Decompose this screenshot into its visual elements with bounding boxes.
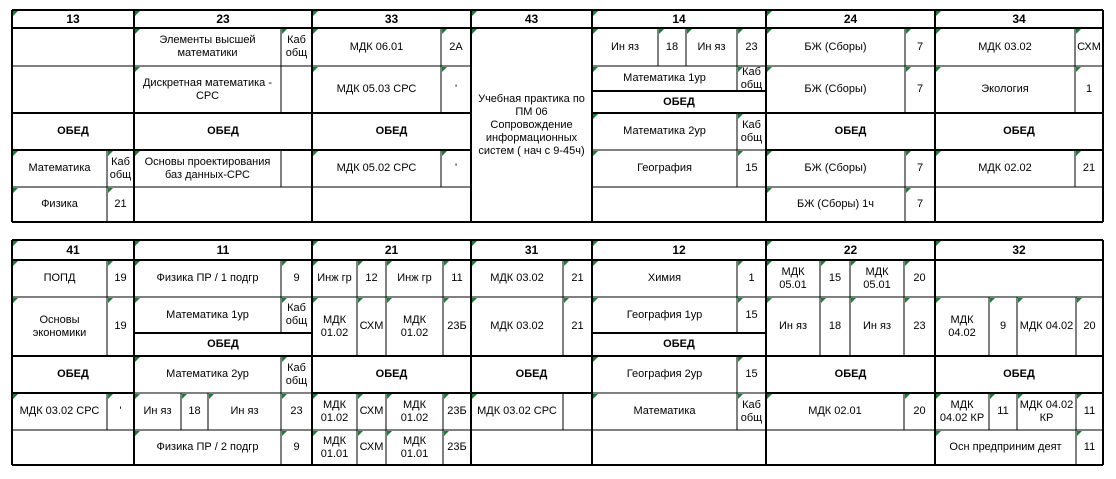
lunch-label[interactable] [12,356,134,393]
cell-text: МДК 05.01 [779,265,807,291]
lesson-room[interactable] [737,393,766,430]
lesson-subject[interactable] [686,28,737,66]
group-header-43[interactable] [471,10,592,28]
lesson-room[interactable] [658,28,686,66]
cell-text: Инж гр [397,272,432,284]
lesson-subject[interactable] [935,66,1075,113]
cell-text: МДК 02.01 [808,405,862,417]
cell-text: 13 [66,11,80,26]
lesson-subject[interactable] [766,187,905,222]
lesson-room[interactable] [1075,150,1103,187]
group-header-41[interactable] [12,240,134,260]
cell-text: 15 [745,368,758,380]
cell-text: ОБЕД [834,125,867,137]
cell-text: Ин яз [697,40,726,53]
lesson-subject[interactable] [471,297,563,356]
lesson-room[interactable] [281,260,312,297]
cell-text: Математика [28,162,91,174]
empty-cell[interactable] [12,66,134,113]
lunch-label[interactable] [766,113,935,150]
empty-cell[interactable] [935,260,1103,297]
lesson-room[interactable] [1076,297,1103,356]
cell-text: 7 [916,162,924,174]
cell-text: Ин яз [143,405,172,417]
cell-text: Каб общ [740,118,763,144]
cell-text: Инж гр [317,272,352,284]
lesson-room[interactable] [441,28,471,66]
cell-text: Ин яз [610,40,640,53]
lesson-subject[interactable] [766,150,905,187]
cell-text: 7 [916,198,924,210]
lesson-room[interactable] [905,150,935,187]
cell-text: Физика [41,198,78,210]
lesson-room[interactable] [357,297,386,356]
empty-cell[interactable] [592,187,766,222]
group-header-11[interactable] [134,240,312,260]
lunch-label[interactable] [12,113,134,150]
cell-text: 11 [451,272,463,284]
cell-text: 21 [571,272,584,284]
cell-text: 33 [384,11,399,26]
cell-text: Основы проектирования баз данных-СРС [144,155,271,181]
lunch-label[interactable] [471,356,592,393]
lesson-subject[interactable] [312,260,357,297]
group-header-14[interactable] [592,10,766,28]
lesson-subject[interactable] [592,297,737,333]
cell-text: Математика 1ур [166,308,249,321]
lesson-subject[interactable] [766,260,820,297]
cell-text: ОБЕД [663,95,695,108]
lunch-label[interactable] [935,356,1103,393]
lesson-subject[interactable] [312,28,441,66]
cell-text: МДК 04.02 [948,313,976,339]
cell-text: 14 [672,11,686,26]
cell-text: 7 [916,83,924,95]
empty-cell[interactable] [134,187,312,222]
cell-text: СХМ [359,441,384,453]
cell-text: ОБЕД [1003,368,1035,380]
cell-text: 18 [188,405,201,417]
lesson-subject[interactable] [12,260,107,297]
lesson-subject[interactable] [935,393,989,430]
lesson-subject[interactable] [935,150,1075,187]
cell-text: СХМ [1077,40,1101,53]
group-header-22[interactable] [766,240,935,260]
cell-text: География 2ур [626,368,703,380]
lunch-label[interactable] [935,113,1103,150]
lesson-subject[interactable] [1017,393,1076,430]
lesson-room[interactable] [905,28,935,66]
cell-text: 1 [748,272,755,284]
lesson-room[interactable] [563,260,592,297]
cell-text: Ин яз [862,320,892,332]
cell-text: Математика 2ур [623,125,706,137]
cell-text: МДК 03.02 [978,40,1032,53]
cell-text: ОБЕД [375,368,408,380]
lesson-subject[interactable] [312,150,441,187]
cell-text: БЖ (Сборы) [804,162,867,174]
cell-text: МДК 01.02 [320,398,349,424]
cell-text: МДК 04.02 КР [939,398,985,424]
cell-text: 32 [1012,242,1026,257]
empty-cell[interactable] [563,393,592,430]
cell-text: МДК 04.02 КР [1019,398,1074,424]
cell-text: Элементы высшей математики [159,34,256,59]
lesson-room[interactable] [443,430,471,465]
practice-note[interactable] [471,28,592,222]
cell-text: Дискретная математика - СРС [142,76,272,102]
lesson-room[interactable] [737,150,766,187]
lesson-subject[interactable] [12,150,107,187]
cell-text: Химия [647,272,682,284]
lesson-subject[interactable] [312,297,357,356]
cell-text: 9 [293,441,300,453]
cell-text: МДК 05.02 СРС [336,162,417,174]
cell-text: 41 [66,242,80,257]
cell-text: 18 [665,40,679,53]
cell-text: МДК 05.01 [863,265,891,291]
cell-text: Каб общ [109,155,132,181]
cell-text: ОБЕД [207,125,239,137]
cell-text: 12 [672,242,686,257]
lesson-room[interactable] [443,297,471,356]
lesson-room[interactable] [357,260,386,297]
cell-text: Основы экономики [32,313,87,339]
cell-text: Экология [981,83,1029,95]
lesson-subject[interactable] [386,430,443,465]
lesson-room[interactable] [281,28,312,66]
cell-text: СХМ [359,405,384,417]
lesson-room[interactable] [107,150,134,187]
lunch-label[interactable] [592,91,766,113]
cell-text: Каб общ [285,361,308,387]
lesson-subject[interactable] [12,187,107,222]
lesson-room[interactable] [904,297,935,356]
cell-text: 19 [114,320,127,332]
cell-text: 23Б [447,405,467,417]
lesson-room[interactable] [441,150,471,187]
group-header-24[interactable] [766,10,935,28]
lesson-room[interactable] [441,66,471,113]
cell-text: 19 [114,272,127,284]
lesson-room[interactable] [563,297,592,356]
cell-text: МДК 03.02 СРС [477,405,557,417]
cell-text: 20 [913,272,926,284]
cell-text: БЖ (Сборы) [804,40,867,53]
cell-text: 9 [293,272,300,284]
lesson-room[interactable] [443,393,471,430]
cell-text: 23 [913,320,926,332]
cell-text: МДК 01.01 [320,434,349,460]
lesson-subject[interactable] [386,393,443,430]
cell-text: 11 [997,405,1009,417]
cell-text: ОБЕД [834,368,867,380]
cell-text: МДК 01.02 [400,398,429,424]
cell-text: Ин яз [778,320,808,332]
cell-text: МДК 02.02 [978,162,1032,174]
cell-text: ОБЕД [663,338,695,350]
empty-cell[interactable] [312,187,471,222]
cell-text: ПОПД [43,272,76,284]
lesson-room[interactable] [737,356,766,393]
cell-text: МДК 03.02 [490,272,544,284]
cell-text: 7 [916,40,924,53]
lesson-room[interactable] [1076,430,1103,465]
empty-cell[interactable] [471,430,592,465]
cell-text: 43 [524,11,539,26]
lesson-subject[interactable] [935,28,1075,66]
cell-text: Математика [633,405,696,417]
lesson-subject[interactable] [592,393,737,430]
lesson-room[interactable] [281,297,312,333]
lesson-subject[interactable] [592,28,658,66]
lesson-subject[interactable] [471,393,563,430]
lesson-room[interactable] [107,187,134,222]
cell-text: ' [454,162,458,174]
cell-text: 21 [114,198,127,210]
cell-text: 22 [843,242,858,257]
lesson-subject[interactable] [134,66,281,113]
lesson-room[interactable] [989,393,1017,430]
lesson-room[interactable] [905,187,935,222]
lesson-subject[interactable] [134,28,281,66]
cell-text: ОБЕД [1003,125,1035,137]
cell-text: Математика 2ур [166,368,249,380]
cell-text: СХМ [359,320,384,332]
cell-text: Каб общ [740,398,763,424]
lunch-label[interactable] [134,113,312,150]
lesson-room[interactable] [281,356,312,393]
cell-text: 11 [1083,441,1096,453]
cell-text: 23 [745,40,758,53]
group-header-12[interactable] [592,240,766,260]
cell-text: 23 [216,11,230,26]
cell-text: БЖ (Сборы) 1ч [796,198,875,210]
cell-text: ОБЕД [375,125,408,137]
lesson-room[interactable] [820,297,850,356]
lesson-room[interactable] [820,260,850,297]
lunch-label[interactable] [592,333,766,356]
lesson-subject[interactable] [134,260,281,297]
lesson-subject[interactable] [766,393,904,430]
group-header-32[interactable] [935,240,1103,260]
cell-text: ' [119,405,122,417]
cell-text: ОБЕД [57,125,89,137]
lesson-subject[interactable] [935,297,989,356]
group-header-31[interactable] [471,240,592,260]
empty-cell[interactable] [12,430,134,465]
empty-cell[interactable] [766,430,935,465]
lesson-subject[interactable] [592,113,737,150]
cell-text: Физика ПР / 1 подгр [156,272,259,284]
lesson-subject[interactable] [312,430,357,465]
cell-text: 1 [1085,83,1093,95]
lesson-room[interactable] [107,260,134,297]
lesson-room[interactable] [737,297,766,333]
cell-text: МДК 05.03 СРС [336,83,417,95]
empty-cell[interactable] [935,187,1103,222]
lesson-room[interactable] [281,430,312,465]
cell-text: Осн предприним деят [949,441,1062,453]
lesson-room[interactable] [904,260,935,297]
cell-text: 9 [999,320,1007,332]
lesson-subject[interactable] [766,297,820,356]
cell-text: Каб общ [740,66,763,91]
cell-text: 21 [384,242,399,257]
cell-text: 12 [365,272,378,284]
cell-text: География [637,162,692,174]
group-header-21[interactable] [312,240,471,260]
cell-text: 24 [843,11,858,26]
lesson-subject[interactable] [471,260,563,297]
lesson-subject[interactable] [312,393,357,430]
lesson-subject[interactable] [766,66,905,113]
group-header-13[interactable] [12,10,134,28]
lesson-subject[interactable] [592,150,737,187]
cell-text: Физика ПР / 2 подгр [156,441,259,453]
lesson-subject[interactable] [386,260,443,297]
lunch-label[interactable] [134,333,312,356]
lesson-room[interactable] [357,430,386,465]
cell-text: ' [454,83,458,95]
cell-text: Каб общ [285,302,308,327]
lunch-label[interactable] [312,356,471,393]
lesson-subject[interactable] [134,356,281,393]
cell-text: 11 [216,242,230,257]
lesson-room[interactable] [1075,66,1103,113]
lesson-subject[interactable] [935,430,1076,465]
cell-text: География 1ур [626,308,703,321]
cell-text: МДК 01.02 [320,313,349,339]
cell-text: 2А [449,40,463,53]
lesson-subject[interactable] [134,430,281,465]
lesson-subject[interactable] [12,297,107,356]
lunch-label[interactable] [312,113,471,150]
cell-text: 23Б [447,441,467,453]
lesson-room[interactable] [905,66,935,113]
lesson-subject[interactable] [134,297,281,333]
lesson-room[interactable] [737,260,766,297]
cell-text: 23 [290,405,303,417]
cell-text: ОБЕД [515,368,548,380]
lesson-room[interactable] [443,260,471,297]
cell-text: 23Б [447,320,467,332]
cell-text: 15 [828,272,842,284]
cell-text: 20 [913,405,926,417]
empty-cell[interactable] [281,150,312,187]
lesson-subject[interactable] [766,28,905,66]
lesson-subject[interactable] [134,393,181,430]
cell-text: МДК 03.02 [490,320,544,332]
cell-text: 21 [571,320,584,332]
cell-text: 34 [1012,11,1026,26]
lesson-subject[interactable] [850,260,904,297]
lesson-room[interactable] [281,393,312,430]
lesson-subject[interactable] [592,260,737,297]
cell-text: МДК 04.02 [1019,320,1074,332]
cell-text: МДК 01.02 [400,313,429,339]
lesson-room[interactable] [181,393,208,430]
lesson-room[interactable] [1076,393,1103,430]
cell-text: Ин яз [230,405,259,417]
lesson-subject[interactable] [1017,297,1076,356]
cell-text: 15 [745,162,758,174]
lesson-room[interactable] [737,66,766,91]
lunch-label[interactable] [766,356,935,393]
lesson-room[interactable] [357,393,386,430]
lesson-room[interactable] [737,28,766,66]
cell-text: 15 [745,308,758,321]
group-header-33[interactable] [312,10,471,28]
lesson-subject[interactable] [592,356,737,393]
lesson-room[interactable] [904,393,935,430]
lesson-room[interactable] [737,113,766,150]
cell-text: ОБЕД [207,338,239,350]
cell-text: МДК 03.02 СРС [19,405,100,417]
cell-text: 20 [1083,320,1096,332]
group-header-23[interactable] [134,10,312,28]
cell-text: МДК 01.01 [400,434,429,460]
lesson-subject[interactable] [386,297,443,356]
cell-text: ОБЕД [57,368,89,380]
lesson-subject[interactable] [208,393,281,430]
lesson-subject[interactable] [12,393,107,430]
lesson-room[interactable] [107,393,134,430]
lesson-subject[interactable] [592,66,737,91]
cell-text: Учебная практика по ПМ 06 Сопровождение информационных систем ( нач с 9-45ч) [478,92,585,157]
empty-cell[interactable] [281,66,312,113]
empty-cell[interactable] [12,28,134,66]
cell-text: Математика 1ур [623,72,706,84]
cell-text: МДК 06.01 [349,40,404,53]
cell-text: 11 [1083,405,1096,417]
lesson-room[interactable] [107,297,134,356]
group-header-34[interactable] [935,10,1103,28]
cell-text: Каб общ [285,34,308,59]
lesson-subject[interactable] [134,150,281,187]
lesson-room[interactable] [1075,28,1103,66]
cell-text: 31 [524,242,539,257]
empty-cell[interactable] [592,430,766,465]
cell-text: 18 [828,320,842,332]
lesson-subject[interactable] [312,66,441,113]
lesson-subject[interactable] [850,297,904,356]
cell-text: 21 [1082,162,1096,174]
lesson-room[interactable] [989,297,1017,356]
cell-text: БЖ (Сборы) [804,83,867,95]
